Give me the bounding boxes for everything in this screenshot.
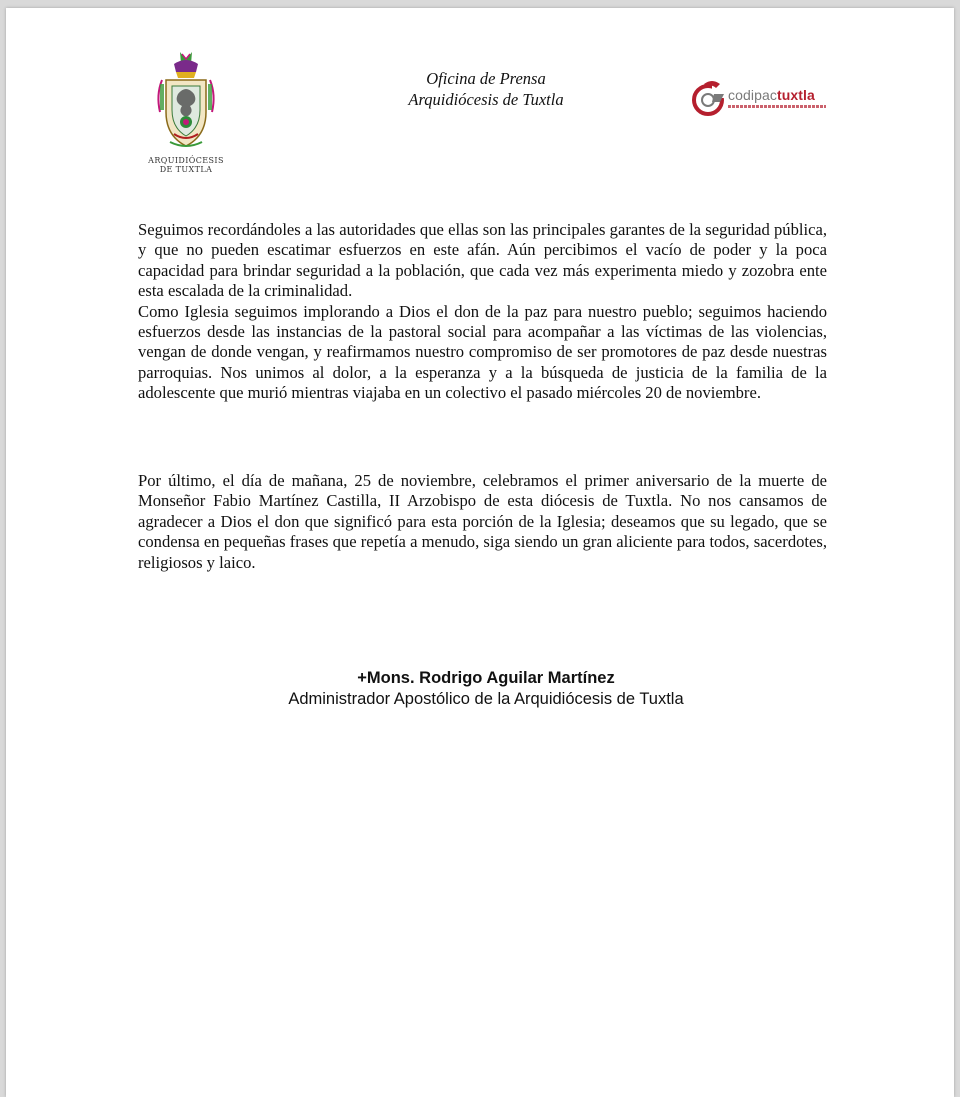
paragraph-authorities: Seguimos recordándoles a las autoridades que ellas son las principales garantes de la seguridad pública, y que no pueden escatimar esfuerzos en este afán. Aún percibimos el vacío de poder y la poca capacidad para brindar seguridad a la población, que cada vez más experimenta miedo y zozobra ente esta escalada de la criminalidad.	[138, 220, 827, 301]
body-paragraphs-group-1	[138, 220, 827, 404]
document-page	[6, 8, 954, 1097]
codipac-logo	[690, 76, 840, 124]
paragraph-anniversary: Por último, el día de mañana, 25 de noviembre, celebramos el primer aniversario de la muerte de Monseñor Fabio Martínez Castilla, II Arzobispo de esta diócesis de Tuxtla. No nos cansamos de agradecer a Dios el don que significó para esta porción de la Iglesia; deseamos que su legado, que se condensa en pequeñas frases que repetía a menudo, siga siendo un gran aliciente para todos, sacerdotes, religiosos y laico.	[138, 471, 827, 572]
codipac-emblem-icon	[690, 76, 728, 122]
coat-of-arms-icon	[144, 50, 228, 154]
document-header	[336, 68, 636, 110]
codipac-wordmark	[728, 87, 815, 103]
logo-caption-line-1: ARQUIDIÓCESIS	[148, 156, 224, 165]
archdiocese-coat-of-arms-logo	[144, 50, 228, 174]
office-title: Oficina de Prensa	[426, 69, 546, 88]
codipac-tagline-decoration	[728, 105, 826, 108]
diocese-title: Arquidiócesis de Tuxtla	[408, 90, 564, 109]
codipac-wordmark-part-b: tuxtla	[776, 87, 815, 103]
codipac-wordmark-part-a: codipac	[728, 87, 777, 103]
paragraph-church-peace: Como Iglesia seguimos implorando a Dios el don de la paz para nuestro pueblo; seguimos haciendo esfuerzos desde las instancias de la pastoral social para acompañar a las víctimas de las violencias, vengan de donde vengan, y reafirmamos nuestro compromiso de ser promotores de paz desde nuestras parroquias. Nos unimos al dolor, a la esperanza y a la búsqueda de justicia de la familia de la adolescente que murió mientras viajaba en un colectivo el pasado miércoles 20 de noviembre.	[138, 301, 827, 403]
signatory-title: Administrador Apostólico de la Arquidiócesis de Tuxtla	[288, 689, 684, 708]
signatory-name: +Mons. Rodrigo Aguilar Martínez	[357, 669, 615, 687]
logo-caption-line-2: DE TUXTLA	[159, 165, 213, 174]
body-paragraphs-group-2	[138, 471, 827, 573]
signature-block	[186, 668, 786, 709]
